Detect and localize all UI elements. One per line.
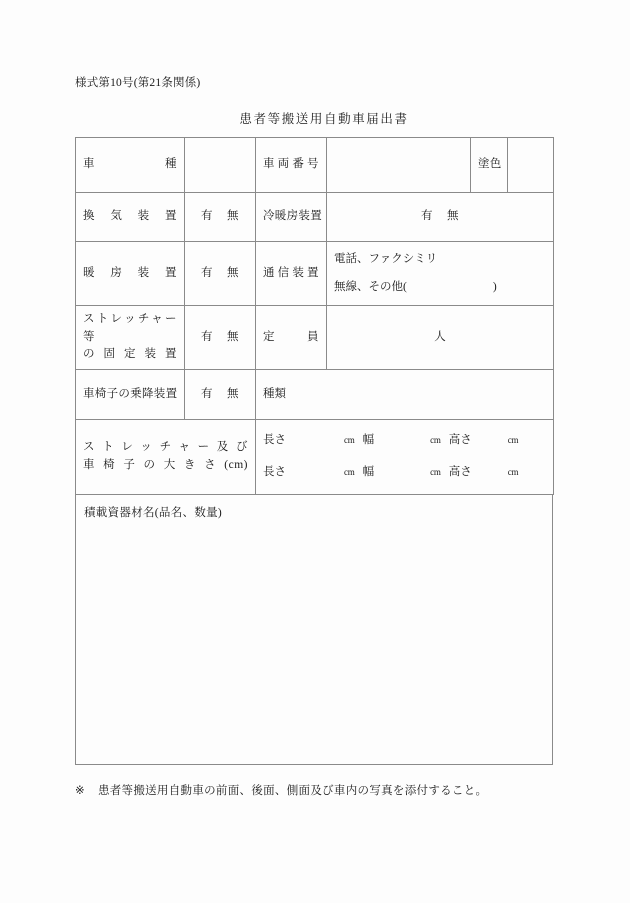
footnote-mark-icon: ※ <box>75 785 85 797</box>
footnote-text: 患者等搬送用自動車の前面、後面、側面及び車内の写真を添付すること。 <box>97 785 488 797</box>
table-row-vehicle-type <box>76 138 554 193</box>
stretcher-height-unit: cm <box>507 435 519 446</box>
stretcher-width-label: 幅 <box>362 434 375 447</box>
document-title: 患者等搬送用自動車届出書 <box>239 112 409 126</box>
footnote <box>75 782 487 798</box>
communication-other-prefix: 無線、その他( <box>334 280 407 293</box>
label-ventilation: 換気装置 <box>76 193 185 242</box>
label-size-line1: ストレッチャー及び <box>83 441 248 454</box>
stretcher-height-label: 高さ <box>448 434 472 447</box>
label-equipment-list: 積載資器材名(品名、数量) <box>84 507 223 519</box>
form-number: 様式第10号(第21条関係) <box>75 77 201 89</box>
ventilation-yes-option[interactable]: 有 <box>201 210 213 223</box>
field-stretcher-wheelchair-size[interactable] <box>256 420 554 495</box>
field-communication[interactable] <box>327 242 554 306</box>
communication-option-phone-fax[interactable]: 電話、ファクシミリ <box>334 252 438 265</box>
field-ventilation-choice[interactable] <box>185 193 256 242</box>
communication-option-radio-other[interactable] <box>334 279 546 297</box>
wheelchair-length-label: 長さ <box>263 466 286 478</box>
size-row-wheelchair[interactable] <box>263 464 546 482</box>
field-air-conditioning-choice[interactable] <box>327 193 554 242</box>
label-wheelchair-lift: 車椅子の乗降装置 <box>76 370 185 420</box>
label-stretcher-fixing-line1: ストレッチャー等 <box>83 312 177 343</box>
stretcher-length-unit: cm <box>344 435 355 446</box>
air-conditioning-yes-option[interactable]: 有 <box>421 210 433 223</box>
field-paint-color[interactable] <box>508 138 554 193</box>
label-size-line2: 車椅子の大きさ(cm) <box>83 459 248 471</box>
label-stretcher-fixing-line2: の固定装置 <box>83 348 177 361</box>
field-wheelchair-lift-kind[interactable] <box>256 370 554 420</box>
equipment-list-box[interactable] <box>75 494 553 765</box>
stretcher-length-label: 長さ <box>263 434 286 447</box>
field-stretcher-fixing-choice[interactable] <box>185 306 256 370</box>
field-capacity[interactable] <box>327 306 554 370</box>
stretcher-fixing-no-option[interactable]: 無 <box>227 330 239 343</box>
communication-other-suffix: ) <box>492 280 497 293</box>
table-row-ventilation <box>76 193 554 242</box>
table-row-stretcher-wheelchair-size <box>76 420 554 495</box>
ventilation-no-option[interactable]: 無 <box>227 210 239 223</box>
stretcher-fixing-yes-option[interactable]: 有 <box>201 330 213 343</box>
label-vehicle-type: 車種 <box>76 138 185 193</box>
wheelchair-width-unit: cm <box>430 467 441 477</box>
field-vehicle-type[interactable] <box>185 138 256 193</box>
field-vehicle-number[interactable] <box>327 138 471 193</box>
stretcher-width-unit: cm <box>430 435 441 446</box>
wheelchair-height-label: 高さ <box>448 466 472 478</box>
field-heating-choice[interactable] <box>185 242 256 306</box>
capacity-unit: 人 <box>434 330 446 343</box>
field-wheelchair-lift-choice[interactable] <box>185 370 256 420</box>
label-kind: 種類 <box>263 387 286 400</box>
label-communication: 通信装置 <box>256 242 327 306</box>
label-heating: 暖房装置 <box>76 242 185 306</box>
label-air-conditioning: 冷暖房装置 <box>256 193 327 242</box>
heating-yes-option[interactable]: 有 <box>201 266 213 279</box>
table-row-stretcher-fixing <box>76 306 554 370</box>
label-capacity: 定員 <box>256 306 327 370</box>
wheelchair-lift-no-option[interactable]: 無 <box>227 387 239 400</box>
air-conditioning-no-option[interactable]: 無 <box>447 210 459 223</box>
heating-no-option[interactable]: 無 <box>227 266 239 279</box>
table-row-wheelchair-lift <box>76 370 554 420</box>
size-row-stretcher[interactable] <box>263 432 546 450</box>
wheelchair-lift-yes-option[interactable]: 有 <box>201 387 213 400</box>
label-vehicle-number: 車両番号 <box>256 138 327 193</box>
wheelchair-length-unit: cm <box>344 467 355 477</box>
label-stretcher-fixing-device <box>76 306 185 370</box>
wheelchair-width-label: 幅 <box>362 466 375 478</box>
table-row-heating <box>76 242 554 306</box>
wheelchair-height-unit: cm <box>507 467 519 477</box>
label-stretcher-wheelchair-size <box>76 420 256 495</box>
label-paint-color: 塗色 <box>471 138 508 193</box>
vehicle-details-table <box>75 137 554 495</box>
